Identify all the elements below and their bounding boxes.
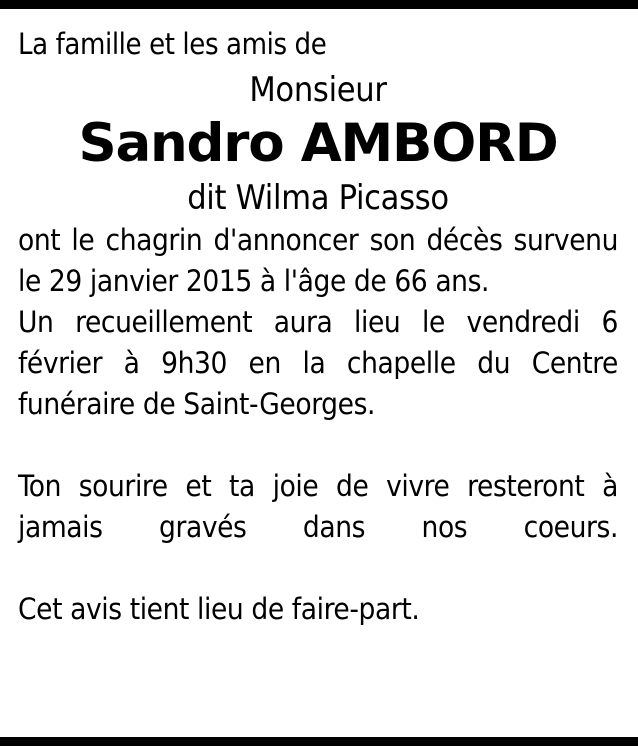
ceremony-text: Un recueillement aura lieu le vendredi 6 février à 9h30 en la chapelle du Centre funéraire de Saint-Georges. (18, 305, 618, 421)
top-border-rule (0, 0, 638, 9)
deceased-name: Sandro AMBORD (78, 113, 558, 174)
death-notice (18, 24, 618, 630)
honorific: Monsieur (249, 70, 387, 110)
spacer (18, 425, 618, 466)
spacer (18, 548, 618, 589)
intro-line: La famille et les amis de (18, 27, 327, 61)
announcement-text: ont le chagrin d'annoncer son décès survenu le 29 janvier 2015 à l'âge de 66 ans. (18, 223, 618, 298)
bottom-border-rule (0, 737, 638, 746)
tribute-text: Ton sourire et ta joie de vivre resteront à jamais gravés dans nos coeurs. (18, 469, 618, 544)
closing-text: Cet avis tient lieu de faire-part. (18, 592, 420, 626)
deceased-alias: dit Wilma Picasso (187, 178, 449, 218)
